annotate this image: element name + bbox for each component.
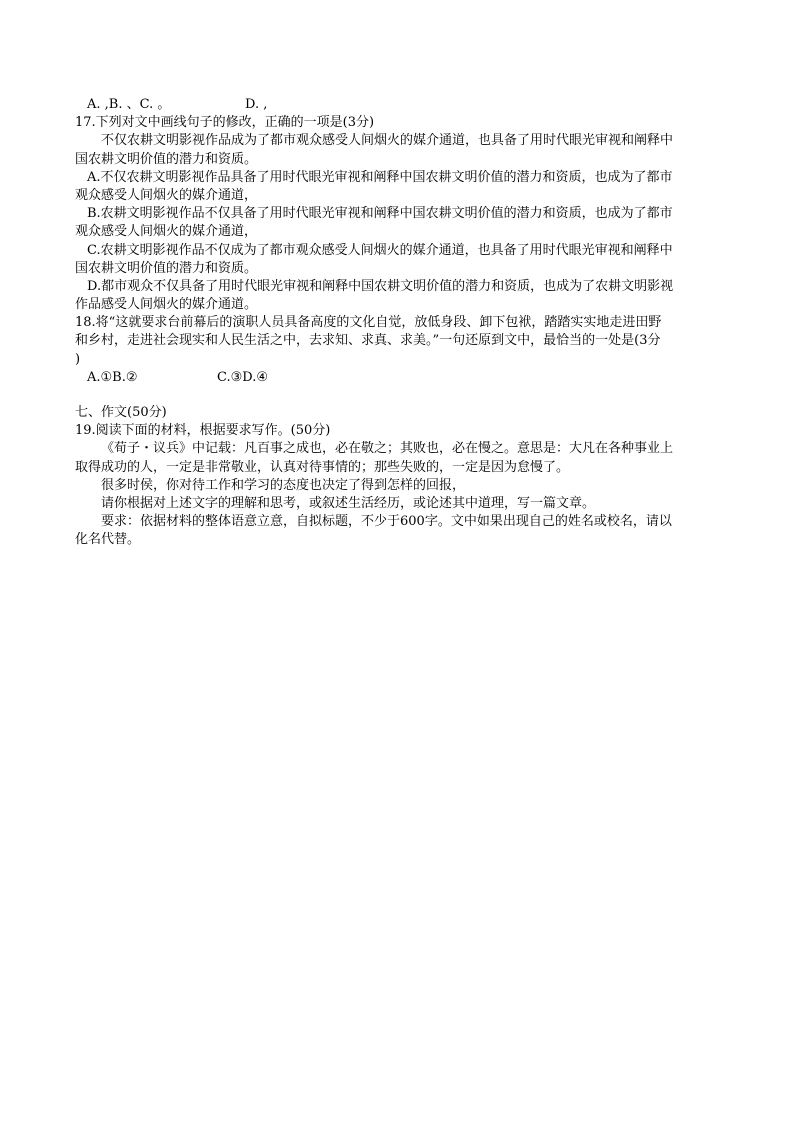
q17-option-a-line-2: 观众感受人间烟火的媒介通道， <box>75 187 258 203</box>
q17-option-d-line-2: 作品感受人间烟火的媒介通道。 <box>75 297 258 313</box>
q18-stem-line-1: 18.将“这就要求台前幕后的演职人员具备高度的文化自觉，放低身段、卸下包袱，踏踏实实地走进田野 <box>75 315 662 331</box>
q19-material-line-1: 《荀子・议兵》中记载：凡百事之成也，必在敬之；其败也，必在慢之。意思是：大凡在各种事业上 <box>101 441 674 457</box>
q18-option-ab: A.①B.② <box>87 369 138 385</box>
q19-stem: 19.阅读下面的材料，根据要求写作。(50分) <box>75 423 331 439</box>
q18-option-cd: C.③D.④ <box>217 369 269 385</box>
q17-option-c-line-1: C.农耕文明影视作品不仅成为了都市观众感受人间烟火的媒介通道，也具备了用时代眼光审视和阐释中 <box>87 242 673 258</box>
q17-stem: 17.下列对文中画线句子的修改，正确的一项是(3分) <box>75 115 375 131</box>
spacer <box>75 387 721 404</box>
q19-requirement-line-1: 要求：依据材料的整体语意立意，自拟标题，不少于600字。文中如果出现自己的姓名或校名，请以 <box>101 514 672 530</box>
q17-option-c-line-2: 国农耕文明价值的潜力和资质。 <box>75 260 258 276</box>
q19-material-line-2: 取得成功的人，一定是非常敬业，认真对待事情的；那些失败的，一定是因为怠慢了。 <box>75 459 570 475</box>
q18-stem-line-2: 和乡村，走进社会现实和人民生活之中，去求知、求真、求美。”一句还原到文中，最恰当的一处是(3分 <box>75 333 661 349</box>
q19-instruction-line: 请你根据对上述文字的理解和思考，或叙述生活经历，或论述其中道理，写一篇文章。 <box>101 495 596 511</box>
q18-stem-line-3: ) <box>75 351 81 367</box>
q18-options <box>75 369 721 387</box>
q19-requirement-line-2: 化名代替。 <box>75 532 141 548</box>
q16-options <box>75 96 721 114</box>
q16-option-abc: A. ,B. 、C. 。 <box>87 97 171 112</box>
q17-option-b-line-2: 观众感受人间烟火的媒介通道， <box>75 224 258 240</box>
q17-passage-line-2: 国农耕文明价值的潜力和资质。 <box>75 151 258 167</box>
q16-option-d: D. , <box>245 97 268 112</box>
exam-content <box>75 96 721 550</box>
q17-passage-line-1: 不仅农耕文明影视作品成为了都市观众感受人间烟火的媒介通道，也具备了用时代眼光审视和阐释中 <box>101 133 674 149</box>
q17-option-d-line-1: D.都市观众不仅具备了用时代眼光审视和阐释中国农耕文明价值的潜力和资质，也成为了农耕文明影视 <box>87 278 674 294</box>
section-7-heading: 七、作文(50分) <box>75 405 167 420</box>
q19-material-line-3: 很多时侯，你对待工作和学习的态度也决定了得到怎样的回报， <box>101 477 466 493</box>
q17-option-b-line-1: B.农耕文明影视作品不仅具备了用时代眼光审视和阐释中国农耕文明价值的潜力和资质，也成为了都市 <box>87 206 673 222</box>
q17-option-a-line-1: A.不仅农耕文明影视作品具备了用时代眼光审视和阐释中国农耕文明价值的潜力和资质，也成为了都市 <box>87 169 673 185</box>
